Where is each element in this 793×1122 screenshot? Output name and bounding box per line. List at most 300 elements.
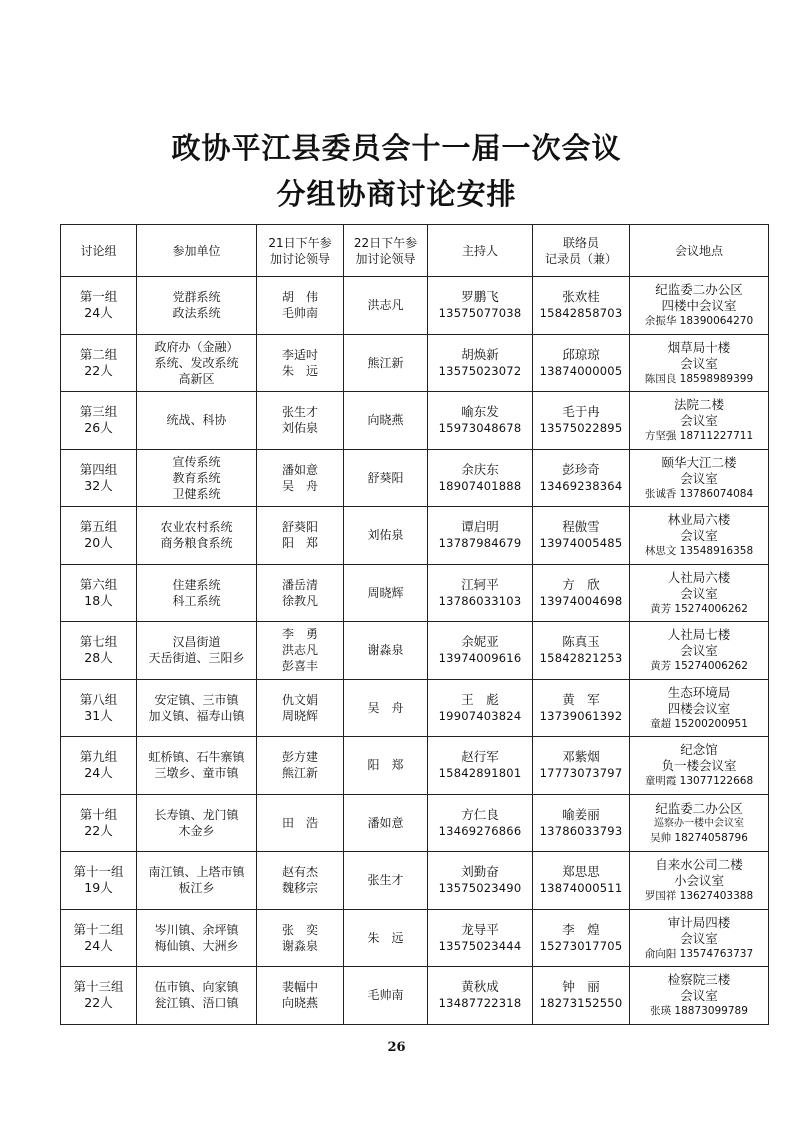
leader22-cell — [344, 852, 428, 910]
liaison-cell-line: 13874000511 — [539, 881, 623, 896]
liaison-cell-line: 程傲雪 — [562, 519, 600, 535]
leaders21-cell — [257, 794, 344, 852]
group-cell-line: 28人 — [84, 650, 113, 666]
leaders21-cell — [257, 852, 344, 910]
host-cell-line: 13575023072 — [438, 363, 522, 378]
leaders21-cell — [257, 737, 344, 795]
leaders21-cell-line: 熊江新 — [281, 766, 318, 781]
group-cell-line: 24人 — [84, 765, 113, 781]
host-cell-line: 罗鹏飞 — [461, 289, 499, 305]
location-cell-line: 会议室 — [680, 413, 718, 429]
table-row — [61, 334, 769, 392]
host-cell-line: 13786033103 — [438, 593, 522, 608]
liaison-cell-line: 13786033793 — [539, 823, 623, 838]
host-cell-line: 13469276866 — [438, 823, 522, 838]
location-cell-line: 会议室 — [680, 643, 718, 659]
units-cell-line: 安定镇、三市镇 — [154, 692, 239, 707]
leaders21-cell — [257, 622, 344, 680]
leader22-cell — [344, 622, 428, 680]
location-cell-line: 张诚香 13786074084 — [644, 487, 754, 500]
leader22-cell-line: 舒葵阳 — [367, 470, 404, 485]
host-cell-line: 13575077038 — [438, 306, 522, 321]
liaison-cell — [533, 679, 630, 737]
table-row — [61, 392, 769, 450]
leader22-cell — [344, 277, 428, 335]
header-line: 会议地点 — [674, 243, 723, 258]
leaders21-cell — [257, 334, 344, 392]
leaders21-cell-line: 田 浩 — [281, 815, 318, 830]
host-cell-line: 黄秋成 — [461, 979, 499, 995]
liaison-cell — [533, 564, 630, 622]
leaders21-cell-line: 刘佑泉 — [281, 421, 318, 436]
host-cell-line: 方仁良 — [461, 806, 499, 822]
host-cell-line: 13787984679 — [438, 536, 522, 551]
leaders21-cell-line: 吴 舟 — [281, 478, 318, 493]
liaison-cell — [533, 277, 630, 335]
header-line: 21日下午参 — [268, 235, 332, 250]
location-cell-line: 罗国祥 13627403388 — [644, 890, 754, 903]
host-cell-line: 龙导平 — [461, 921, 499, 937]
header-liaison — [533, 225, 630, 277]
header-leaders-22 — [344, 225, 428, 277]
liaison-cell-line: 13974005485 — [539, 536, 623, 551]
liaison-cell-line: 黄 军 — [562, 691, 600, 707]
group-cell — [61, 852, 137, 910]
leaders21-cell-line: 李 勇 — [281, 627, 318, 642]
liaison-cell-line: 张欢桂 — [562, 289, 600, 305]
group-cell-line: 第六组 — [79, 576, 118, 592]
group-cell-line: 31人 — [84, 707, 113, 723]
group-cell-line: 24人 — [84, 937, 113, 953]
header-leaders-21 — [257, 225, 344, 277]
table-row — [61, 622, 769, 680]
host-cell-line: 刘勤奋 — [461, 864, 499, 880]
leader22-cell — [344, 909, 428, 967]
location-cell — [630, 507, 769, 565]
leader22-cell-line: 向晓燕 — [367, 413, 404, 428]
liaison-cell-line: 李 煌 — [562, 921, 600, 937]
location-cell-line: 人社局七楼 — [667, 627, 731, 643]
location-cell-line: 负一楼会议室 — [661, 758, 737, 774]
location-cell-line: 林业局六楼 — [667, 512, 731, 528]
host-cell — [428, 277, 533, 335]
location-cell — [630, 794, 769, 852]
table-row — [61, 737, 769, 795]
leaders21-cell-line: 洪志凡 — [281, 643, 318, 658]
leaders21-cell — [257, 392, 344, 450]
units-cell-line: 教育系统 — [172, 470, 221, 485]
leader22-cell-line: 潘如意 — [367, 815, 404, 830]
leaders21-cell-line: 阳 郑 — [281, 536, 318, 551]
units-cell-line: 长寿镇、龙门镇 — [154, 807, 239, 822]
liaison-cell — [533, 507, 630, 565]
host-cell-line: 胡焕新 — [461, 346, 499, 362]
liaison-cell-line: 方 欣 — [562, 576, 600, 592]
group-cell-line: 第三组 — [79, 404, 118, 420]
header-line: 主持人 — [461, 243, 498, 258]
location-cell-line: 四楼中会议室 — [661, 298, 737, 314]
liaison-cell — [533, 909, 630, 967]
table-body — [61, 277, 769, 1025]
group-cell — [61, 564, 137, 622]
location-cell-line: 四楼会议室 — [667, 700, 731, 716]
host-cell-line: 13974009616 — [438, 651, 522, 666]
location-cell-line: 纪念馆 — [680, 742, 718, 758]
host-cell-line: 13487722318 — [438, 996, 522, 1011]
units-cell-line: 商务粮食系统 — [160, 536, 233, 551]
host-cell — [428, 794, 533, 852]
table-row — [61, 277, 769, 335]
header-line: 加讨论领导 — [269, 251, 330, 266]
header-units — [137, 225, 257, 277]
host-cell-line: 江轲平 — [461, 576, 499, 592]
liaison-cell-line: 15842821253 — [539, 651, 623, 666]
units-cell — [137, 679, 257, 737]
leader22-cell-line: 洪志凡 — [367, 298, 404, 313]
host-cell — [428, 967, 533, 1025]
units-cell-line: 天岳街道、三阳乡 — [148, 651, 245, 666]
units-cell-line: 瓮江镇、浯口镇 — [154, 996, 239, 1011]
leaders21-cell-line: 谢淼泉 — [281, 938, 318, 953]
group-cell-line: 第十二组 — [73, 921, 124, 937]
host-cell — [428, 622, 533, 680]
location-cell-line: 张瑛 18873099789 — [650, 1005, 748, 1018]
location-cell-line: 纪监委二办公区 — [655, 282, 743, 298]
leaders21-cell — [257, 564, 344, 622]
leaders21-cell — [257, 967, 344, 1025]
header-line: 讨论组 — [80, 243, 117, 258]
leaders21-cell-line: 李适吋 — [281, 347, 318, 362]
location-cell-line: 俞向阳 13574763737 — [644, 947, 754, 960]
host-cell-line: 余妮亚 — [461, 634, 499, 650]
leaders21-cell-line: 舒葵阳 — [281, 520, 318, 535]
units-cell-line: 板江乡 — [178, 881, 215, 896]
host-cell-line: 谭启明 — [461, 519, 499, 535]
liaison-cell — [533, 449, 630, 507]
liaison-cell-line: 邓紫烟 — [562, 749, 600, 765]
group-cell — [61, 392, 137, 450]
table-row — [61, 794, 769, 852]
location-cell — [630, 334, 769, 392]
host-cell-line: 19907403824 — [438, 708, 522, 723]
location-cell-line: 林思文 13548916358 — [644, 545, 754, 558]
host-cell-line: 13575023444 — [438, 938, 522, 953]
leader22-cell-line: 朱 远 — [367, 930, 404, 945]
location-cell-line: 方坚强 18711227711 — [644, 430, 754, 443]
host-cell — [428, 507, 533, 565]
units-cell — [137, 564, 257, 622]
host-cell — [428, 392, 533, 450]
liaison-cell-line: 15842858703 — [539, 306, 623, 321]
group-cell-line: 24人 — [84, 305, 113, 321]
host-cell-line: 余庆东 — [461, 461, 499, 477]
group-cell-line: 18人 — [84, 592, 113, 608]
location-cell — [630, 967, 769, 1025]
units-cell-line: 系统、发改系统 — [154, 355, 239, 370]
units-cell — [137, 507, 257, 565]
location-cell-line: 童超 15200200951 — [650, 717, 748, 730]
leader22-cell — [344, 679, 428, 737]
location-cell — [630, 392, 769, 450]
leaders21-cell-line: 毛帅南 — [281, 306, 318, 321]
group-cell-line: 第七组 — [79, 634, 118, 650]
leaders21-cell-line: 张生才 — [281, 405, 318, 420]
location-cell-line: 会议室 — [680, 355, 718, 371]
leader22-cell-line: 张生才 — [367, 873, 404, 888]
leaders21-cell-line: 徐教凡 — [281, 593, 318, 608]
units-cell — [137, 449, 257, 507]
units-cell-line: 岑川镇、余坪镇 — [154, 922, 239, 937]
units-cell-line: 政府办（金融） — [154, 339, 239, 354]
leader22-cell-line: 熊江新 — [367, 355, 404, 370]
leader22-cell — [344, 794, 428, 852]
host-cell — [428, 449, 533, 507]
group-cell — [61, 794, 137, 852]
leaders21-cell-line: 彭方建 — [281, 750, 318, 765]
leaders21-cell-line: 赵有杰 — [281, 865, 318, 880]
host-cell-line: 15973048678 — [438, 421, 522, 436]
liaison-cell-line: 15273017705 — [539, 938, 623, 953]
units-cell-line: 伍市镇、向家镇 — [154, 980, 239, 995]
liaison-cell-line: 13874000005 — [539, 363, 623, 378]
leader22-cell — [344, 449, 428, 507]
header-line: 记录员（兼） — [544, 251, 617, 266]
leader22-cell — [344, 334, 428, 392]
liaison-cell-line: 13575022895 — [539, 421, 623, 436]
liaison-cell-line: 钟 丽 — [562, 979, 600, 995]
leader22-cell-line: 刘佑泉 — [367, 528, 404, 543]
location-cell-line: 会议室 — [680, 988, 718, 1004]
group-cell — [61, 737, 137, 795]
liaison-cell — [533, 622, 630, 680]
liaison-cell-line: 17773073797 — [539, 766, 623, 781]
leaders21-cell-line: 魏移宗 — [281, 881, 318, 896]
units-cell — [137, 794, 257, 852]
location-cell-line: 黄芳 15274006262 — [650, 602, 748, 615]
leader22-cell-line: 周晓辉 — [367, 585, 404, 600]
group-cell-line: 第九组 — [79, 749, 118, 765]
group-cell-line: 第十三组 — [73, 979, 124, 995]
table-row — [61, 967, 769, 1025]
leaders21-cell-line: 仇文娟 — [281, 692, 318, 707]
group-cell-line: 22人 — [84, 822, 113, 838]
leaders21-cell-line: 张 奕 — [281, 922, 318, 937]
location-cell-line: 法院二楼 — [673, 397, 724, 413]
location-cell — [630, 909, 769, 967]
group-cell-line: 第二组 — [79, 346, 118, 362]
table-row — [61, 507, 769, 565]
group-cell-line: 32人 — [84, 477, 113, 493]
group-cell — [61, 909, 137, 967]
header-line: 联络员 — [562, 235, 599, 250]
location-cell-line: 巡察办一楼中会议室 — [654, 817, 744, 829]
header-location — [630, 225, 769, 277]
group-cell — [61, 507, 137, 565]
location-cell-line: 会议室 — [680, 470, 718, 486]
location-cell-line: 纪监委二办公区 — [655, 800, 743, 816]
host-cell-line: 赵行军 — [461, 749, 499, 765]
host-cell — [428, 334, 533, 392]
location-cell-line: 吴帅 18274058796 — [650, 831, 748, 844]
location-cell-line: 自来水公司二楼 — [655, 857, 743, 873]
leaders21-cell-line: 向晓燕 — [281, 996, 318, 1011]
host-cell — [428, 564, 533, 622]
liaison-cell-line: 18273152550 — [539, 996, 623, 1011]
leaders21-cell-line: 胡 伟 — [281, 290, 318, 305]
liaison-cell-line: 彭珍奇 — [562, 461, 600, 477]
host-cell-line: 喻东发 — [461, 404, 499, 420]
location-cell-line: 黄芳 15274006262 — [650, 660, 748, 673]
units-cell-line: 梅仙镇、大洲乡 — [154, 938, 239, 953]
liaison-cell-line: 13469238364 — [539, 478, 623, 493]
liaison-cell — [533, 794, 630, 852]
units-cell — [137, 909, 257, 967]
leader22-cell — [344, 507, 428, 565]
location-cell-line: 颐华大江二楼 — [661, 454, 737, 470]
table-row — [61, 449, 769, 507]
header-group — [61, 225, 137, 277]
group-cell-line: 22人 — [84, 995, 113, 1011]
location-cell — [630, 679, 769, 737]
units-cell-line: 住建系统 — [172, 577, 221, 592]
liaison-cell-line: 13974004698 — [539, 593, 623, 608]
group-cell-line: 第四组 — [79, 461, 118, 477]
units-cell-line: 宣传系统 — [172, 454, 221, 469]
page-title: 政协平江县委员会十一届一次会议 — [171, 131, 622, 165]
location-cell-line: 小会议室 — [673, 873, 724, 889]
liaison-cell-line: 陈真玉 — [562, 634, 600, 650]
host-cell-line: 王 彪 — [461, 691, 499, 707]
leader22-cell — [344, 564, 428, 622]
group-cell-line: 第十一组 — [73, 864, 124, 880]
units-cell-line: 木金乡 — [178, 823, 215, 838]
group-cell — [61, 679, 137, 737]
location-cell — [630, 622, 769, 680]
group-cell-line: 22人 — [84, 362, 113, 378]
units-cell-line: 三墩乡、童市镇 — [154, 766, 239, 781]
location-cell — [630, 449, 769, 507]
location-cell — [630, 277, 769, 335]
leaders21-cell-line: 潘如意 — [281, 462, 318, 477]
leaders21-cell — [257, 449, 344, 507]
group-cell — [61, 449, 137, 507]
leader22-cell — [344, 737, 428, 795]
group-cell — [61, 334, 137, 392]
host-cell — [428, 679, 533, 737]
units-cell-line: 卫健系统 — [172, 486, 221, 501]
table-row — [61, 909, 769, 967]
location-cell-line: 人社局六楼 — [667, 569, 731, 585]
leader22-cell-line: 谢淼泉 — [367, 643, 404, 658]
host-cell-line: 13575023490 — [438, 881, 522, 896]
location-cell-line: 检察院三楼 — [667, 972, 731, 988]
header-line: 22日下午参 — [353, 235, 418, 250]
liaison-cell — [533, 852, 630, 910]
units-cell — [137, 737, 257, 795]
leader22-cell — [344, 967, 428, 1025]
host-cell — [428, 737, 533, 795]
units-cell-line: 南江镇、上塔市镇 — [148, 865, 245, 880]
group-cell — [61, 622, 137, 680]
leaders21-cell — [257, 909, 344, 967]
location-cell-line: 会议室 — [680, 528, 718, 544]
group-cell — [61, 967, 137, 1025]
units-cell — [137, 277, 257, 335]
group-cell-line: 第十组 — [79, 806, 118, 822]
liaison-cell — [533, 967, 630, 1025]
host-cell — [428, 909, 533, 967]
units-cell — [137, 852, 257, 910]
location-cell — [630, 564, 769, 622]
group-cell-line: 第五组 — [79, 519, 118, 535]
location-cell — [630, 852, 769, 910]
host-cell-line: 15842891801 — [438, 766, 522, 781]
units-cell-line: 党群系统 — [172, 290, 221, 305]
liaison-cell — [533, 392, 630, 450]
table-row — [61, 564, 769, 622]
units-cell — [137, 334, 257, 392]
leaders21-cell — [257, 679, 344, 737]
location-cell-line: 余振华 18390064270 — [644, 315, 754, 328]
leaders21-cell-line: 朱 远 — [281, 363, 318, 378]
location-cell-line: 审计局四楼 — [667, 914, 731, 930]
units-cell — [137, 392, 257, 450]
liaison-cell-line: 郑思思 — [562, 864, 600, 880]
group-cell-line: 第一组 — [79, 289, 118, 305]
location-cell-line: 会议室 — [680, 585, 718, 601]
location-cell-line: 陈国良 18598989399 — [644, 372, 754, 385]
page-number: 26 — [387, 1040, 406, 1055]
liaison-cell — [533, 334, 630, 392]
units-cell — [137, 967, 257, 1025]
header-line: 参加单位 — [172, 243, 221, 258]
page-subtitle: 分组协商讨论安排 — [276, 177, 517, 211]
units-cell-line: 政法系统 — [172, 306, 221, 321]
liaison-cell — [533, 737, 630, 795]
header-row — [61, 225, 769, 277]
group-cell — [61, 277, 137, 335]
host-cell — [428, 852, 533, 910]
header-line: 加讨论领导 — [355, 251, 416, 266]
leader22-cell — [344, 392, 428, 450]
leader22-cell-line: 吴 舟 — [367, 700, 404, 715]
leaders21-cell — [257, 277, 344, 335]
group-cell-line: 第八组 — [79, 691, 118, 707]
leaders21-cell-line: 潘岳清 — [281, 577, 318, 592]
units-cell-line: 加义镇、福寿山镇 — [148, 708, 245, 723]
leader22-cell-line: 毛帅南 — [367, 988, 404, 1003]
header-host — [428, 225, 533, 277]
units-cell — [137, 622, 257, 680]
group-cell-line: 26人 — [84, 420, 113, 436]
table-row — [61, 679, 769, 737]
location-cell-line: 会议室 — [680, 930, 718, 946]
group-cell-line: 19人 — [84, 880, 113, 896]
location-cell-line: 烟草局十楼 — [667, 339, 731, 355]
leaders21-cell-line: 裴幅中 — [281, 980, 318, 995]
location-cell-line: 童明霞 13077122668 — [644, 775, 754, 788]
host-cell-line: 18907401888 — [438, 478, 522, 493]
leaders21-cell-line: 彭喜丰 — [281, 659, 318, 674]
units-cell-line: 统战、科协 — [166, 413, 227, 428]
liaison-cell-line: 喻姜丽 — [562, 806, 600, 822]
units-cell-line: 虹桥镇、石牛寨镇 — [148, 750, 245, 765]
units-cell-line: 汉昌街道 — [172, 635, 221, 650]
table-header — [61, 225, 769, 277]
group-cell-line: 20人 — [84, 535, 113, 551]
units-cell-line: 农业农村系统 — [160, 520, 233, 535]
units-cell-line: 高新区 — [178, 371, 215, 386]
